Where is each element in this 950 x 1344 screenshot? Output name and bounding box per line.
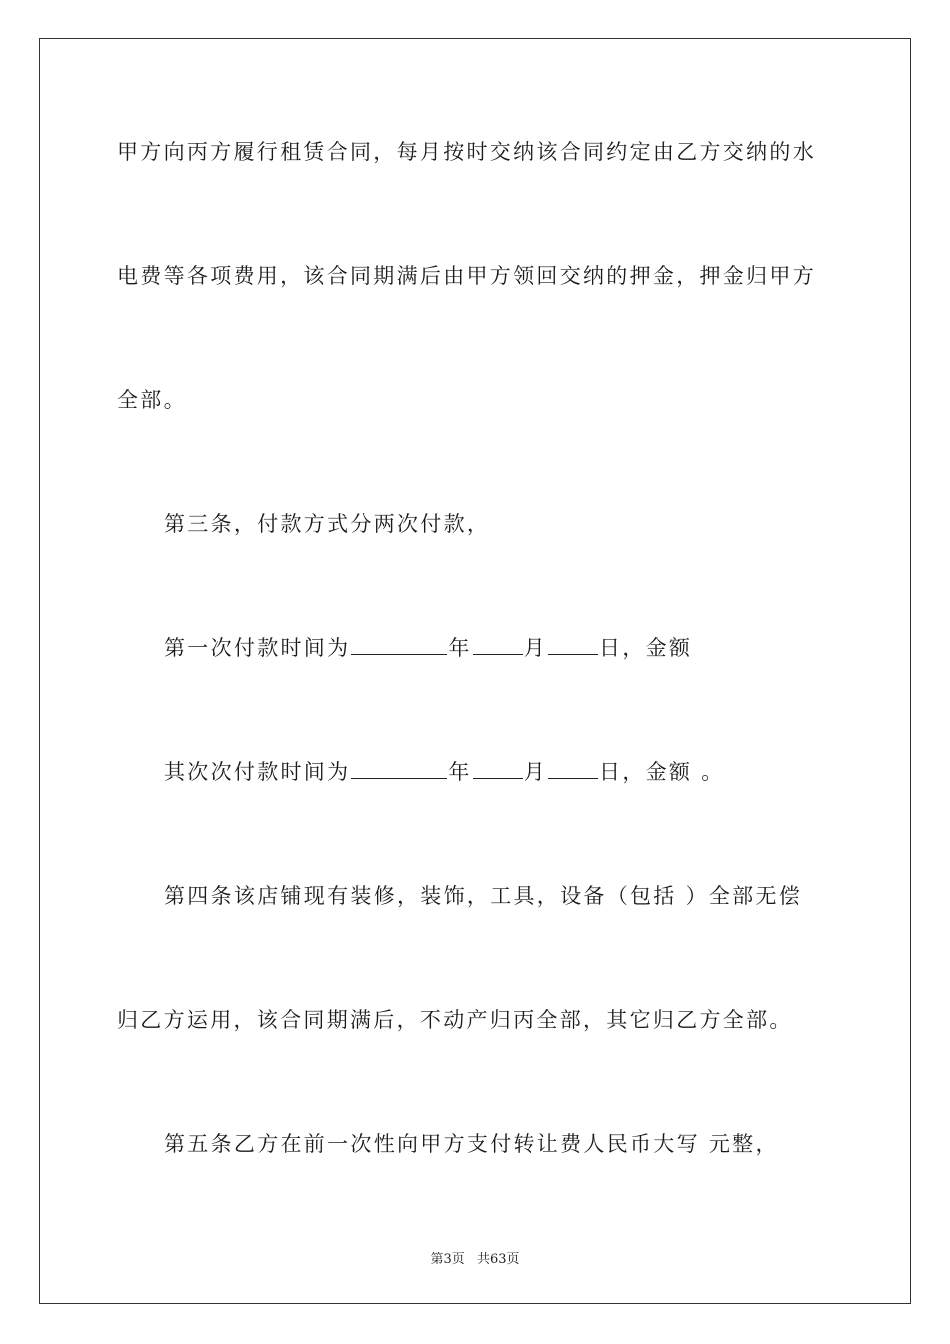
second-payment-prefix: 其次次付款时间为 [164,760,351,784]
page-number: 第3页 [430,1252,465,1267]
paragraph-line-2: 电费等各项费用，该合同期满后由甲方领回交纳的押金，押金归甲方 [117,264,816,288]
month-label: 月 [523,636,548,660]
year-blank [351,634,447,655]
day-amount-label: 日，金额 [599,636,693,660]
total-pages: 共63页 [476,1252,520,1267]
paragraph-line-3: 全部。 [117,388,187,412]
paragraph-line-1: 甲方向丙方履行租赁合同，每月按时交纳该合同约定由乙方交纳的水 [117,140,816,164]
second-payment-line [164,758,725,786]
year-label: 年 [448,760,472,784]
year-blank [351,758,447,779]
page-border [39,38,911,1304]
clause-5-line-1: 第五条乙方在前一次性向甲方支付转让费人民币大写 元整， [164,1132,779,1156]
month-blank [473,634,523,655]
year-label: 年 [448,636,472,660]
day-amount-label: 日，金额 [599,760,693,784]
day-blank [548,758,598,779]
clause-3-title: 第三条，付款方式分两次付款， [164,512,491,536]
first-payment-prefix: 第一次付款时间为 [164,636,351,660]
month-blank [473,758,523,779]
month-label: 月 [523,760,548,784]
day-blank [548,634,598,655]
clause-4-line-1: 第四条该店铺现有装修，装饰，工具，设备（包括 ）全部无偿 [164,884,803,908]
first-payment-line [164,634,692,662]
clause-4-line-2: 归乙方运用，该合同期满后，不动产归丙全部，其它归乙方全部。 [117,1008,793,1032]
second-payment-suffix: 。 [692,760,725,784]
page-footer [0,1248,950,1267]
